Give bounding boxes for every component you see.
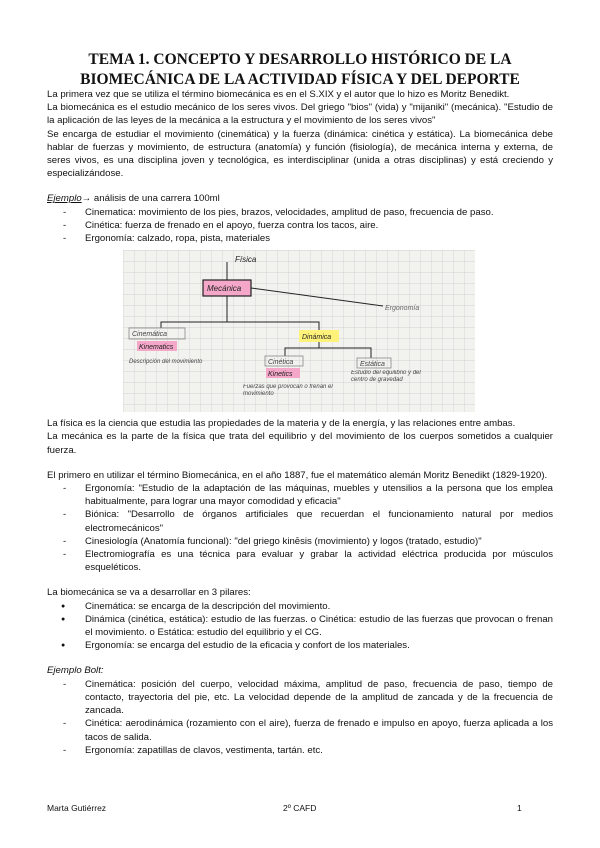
footer-author: Marta Gutiérrez [47,803,107,813]
example2-heading [47,664,553,677]
example2-list [47,678,553,757]
diagram-cinetica: Cinética [268,359,294,367]
list-item: - Electromiografía es una técnica para evaluar y grabar la actividad eléctrica producida por músculos esqueléticos. [85,548,553,574]
list-item: - Cinética: fuerza de frenado en el apoyo, fuerza contra los tacos, aire. [85,219,553,232]
list-item: - Cinesiología (Anatomía funcional): "del griego kinēsis (movimiento) y logos (tratado, estudio)" [85,535,553,548]
list-item: - Ergonomía: zapatillas de clavos, vestimenta, tartán. etc. [85,744,553,757]
list-item: ● Dinámica (cinética, estática): estudio de las fuerzas. o Cinética: estudio de las fuerzas que provocan o frenan el movimiento. o Estática: estudio del equilibrio y el CG. [85,613,553,639]
intro-paragraph: Se encarga de estudiar el movimiento (cinemática) y la fuerza (dinámica: cinética y estática). La biomecánica debe hablar de fuerzas y movimiento, de estructura (anatomía) y función (fisiología), de mecánica interna y externa, de seres vivos, es una disciplina joven y tecnológica, es interdisciplinar (unida a otras disciplinas) y está creciendo y especializándose. [47,128,553,180]
physics-paragraph: La física es la ciencia que estudia las propiedades de la materia y de la energía, y las relaciones entre ambas. [47,418,516,430]
footer-page-number: 1 [517,803,522,813]
benedikt-paragraph: El primero en utilizar el término Biomecánica, en el año 1887, fue el matemático alemán Moritz Benedikt (1829-1920). [47,469,548,481]
list-item: ● Ergonomía: se encarga del estudio de la eficacia y confort de los materiales. [85,639,553,652]
list-item: - Cinética: aerodinámica (rozamiento con el aire), fuerza de frenado e impulso en apoyo, fuerza aplicada a los tacos de salida. [85,717,553,743]
diagram-cinematica-desc: Descripción del movimiento [129,359,203,366]
list-item: - Ergonomía: calzado, ropa, pista, materiales [85,232,553,245]
example1-label: Ejemplo [47,193,82,205]
example1-rest: → análisis de una carrera 100ml [81,193,220,205]
pillars-paragraph: La biomecánica se va a desarrollar en 3 pilares: [47,587,251,599]
list-item: ● Cinemática: se encarga de la descripción del movimiento. [85,600,553,613]
diagram-svg [123,250,475,412]
diagram-cinetica-desc: Fuerzas que provocan o frenan el movimiento [243,384,333,398]
diagram-estatica: Estática [360,361,385,369]
handwritten-diagram-photo [123,250,475,412]
estatica-desc-wrap [351,370,421,404]
document-body [47,88,553,757]
diagram-cinematica: Cinemática [132,331,168,339]
list-item: - Ergonomía: "Estudio de la adaptación de las máquinas, muebles y utensilios a la persona que los emplea habitualmente, para lograr una mayor comodidad y eficacia" [85,482,553,508]
physics-paragraph: La mecánica es la parte de la física que trata del equilibrio y del movimiento de los cuerpos sometidos a cualquier fuerza. [47,431,553,456]
diagram-kinetics: Kinetics [268,371,293,379]
diagram-estatica-desc: Estudio del equilibrio y del centro de gravedad [351,370,421,384]
cinetica-desc-wrap [243,384,333,410]
list-item: - Cinematica: movimiento de los pies, brazos, velocidades, amplitud de paso, frecuencia de paso. [85,206,553,219]
diagram-dinamica: Dinámica [302,334,332,342]
page-title: TEMA 1. CONCEPTO Y DESARROLLO HISTÓRICO DE LA BIOMECÁNICA DE LA ACTIVIDAD FÍSICA Y DEL DEPORTE [80,51,520,88]
example1-heading [47,192,553,205]
intro-paragraph: La primera vez que se utiliza el término biomecánica es en el S.XIX y el autor que lo hizo es Moritz Benedikt. [47,89,510,100]
diagram-fisica: Física [235,255,257,265]
example1-list [47,206,553,246]
benedikt-list [47,482,553,574]
intro-paragraph: La biomecánica es el estudio mecánico de los seres vivos. Del griego "bios" (vida) y "mijaniki" (mecánica). "Estudio de la aplicación de las leyes de la mecánica a la estructura y el movimiento de los seres vivos" [47,102,553,127]
example2-label: Ejemplo Bolt: [47,665,104,677]
diagram-kinematics: Kinematics [139,344,174,352]
footer-course: 2º CAFD [283,803,317,813]
list-item: - Cinemática: posición del cuerpo, velocidad máxima, amplitud de paso, frecuencia de paso, tiempo de contacto, trayectoria del pie, etc. La velocidad depende de la amplitud de zancada y de la frecuencia de zancada. [85,678,553,718]
diagram-mecanica: Mecánica [207,284,242,294]
pillars-list [47,600,553,653]
diagram-ergonomia: Ergonomía [385,305,420,313]
list-item: - Biónica: "Desarrollo de órganos artificiales que recuerdan el funcionamiento natural por medios electromecánicos" [85,508,553,534]
